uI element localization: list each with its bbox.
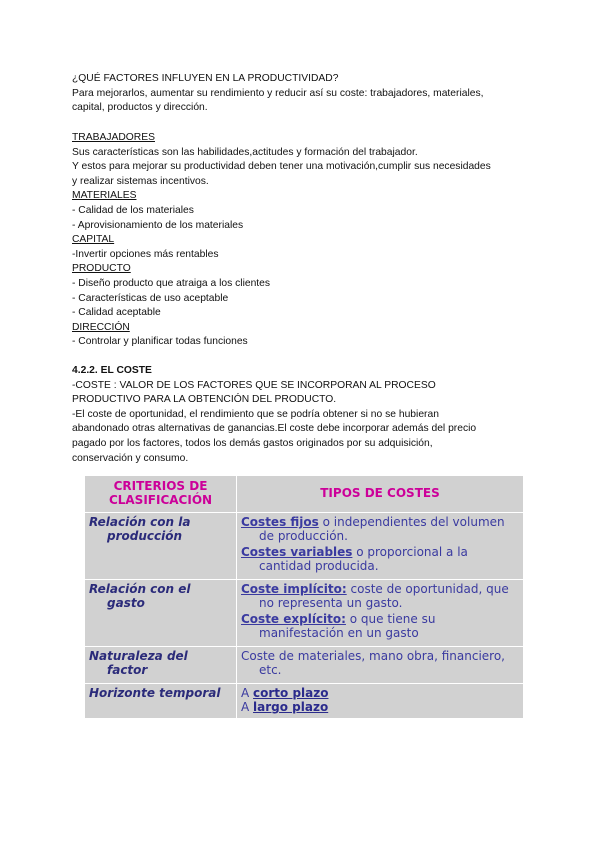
coste-oportunidad-line: -El coste de oportunidad, el rendimiento que se podría obtener si no se hubieran — [72, 408, 439, 420]
coste-heading: 4.2.2. EL COSTE — [72, 365, 152, 376]
coste-oportunidad-line: conservación y consumo. — [72, 452, 189, 464]
intro-section — [72, 72, 532, 116]
plazo-entry: A corto plazo — [241, 686, 329, 700]
intro-heading: ¿QUÉ FACTORES INFLUYEN EN LA PRODUCTIVIDAD? — [72, 73, 339, 84]
criterion-cell: Naturaleza del factor — [85, 647, 237, 684]
coste-definition-line: -COSTE : VALOR DE LOS FACTORES QUE SE INCORPORAN AL PROCESO — [72, 379, 436, 391]
direccion-item: - Controlar y planificar todas funciones — [72, 336, 248, 348]
capital-item: -Invertir opciones más rentables — [72, 248, 219, 260]
header-criterios: CRITERIOS DE CLASIFICACIÓN — [85, 476, 237, 513]
types-cell — [237, 684, 524, 719]
cost-entry: Coste de materiales, mano obra, financiero, etc. — [241, 649, 505, 677]
coste-definition-line: PRODUCTIVO PARA LA OBTENCIÓN DEL PRODUCTO. — [72, 394, 337, 406]
materiales-item: - Aprovisionamiento de los materiales — [72, 219, 244, 231]
coste-oportunidad-line: pagado por los factores, todos los demás gastos originados por su adquisición, — [72, 437, 433, 449]
trabajadores-line: y realizar sistemas incentivos. — [72, 175, 209, 187]
corto-plazo-term: corto plazo — [253, 686, 329, 700]
cost-entry: Coste implícito: coste de oportunidad, que no representa un gasto. — [241, 582, 509, 610]
table-row — [85, 513, 524, 580]
intro-paragraph-line: Para mejorarlos, aumentar su rendimiento y reducir así su coste: trabajadores, materiales, — [72, 87, 484, 99]
coste-oportunidad-line: abandonado otras alternativas de ganancias.El coste debe incorporar además del precio — [72, 423, 477, 435]
materiales-title: MATERIALES — [72, 190, 137, 202]
header-tipos: TIPOS DE COSTES — [237, 476, 524, 513]
criterion-cell: Relación con la producción — [85, 513, 237, 580]
criterion-cell: Horizonte temporal — [85, 684, 237, 719]
factors-section — [72, 131, 532, 350]
plazo-entry: A largo plazo — [241, 700, 329, 714]
materiales-item: - Calidad de los materiales — [72, 204, 194, 216]
cost-types-table — [84, 475, 524, 719]
criterion-cell: Relación con el gasto — [85, 580, 237, 647]
trabajadores-line: Sus características son las habilidades,actitudes y formación del trabajador. — [72, 146, 418, 158]
largo-plazo-term: largo plazo — [253, 700, 329, 714]
table-row — [85, 647, 524, 684]
coste-explicito-term: Coste explícito: — [241, 612, 346, 626]
cost-entry: Costes variables o proporcional a la cantidad producida. — [241, 545, 468, 573]
capital-title: CAPITAL — [72, 234, 115, 246]
types-cell — [237, 580, 524, 647]
producto-title: PRODUCTO — [72, 263, 131, 275]
costes-fijos-term: Costes fijos — [241, 515, 319, 529]
cost-entry: Costes fijos o independientes del volumen de producción. — [241, 515, 505, 543]
table-header-row — [85, 476, 524, 513]
types-cell — [237, 513, 524, 580]
trabajadores-title: TRABAJADORES — [72, 132, 155, 143]
coste-section — [72, 364, 532, 466]
costes-variables-term: Costes variables — [241, 545, 353, 559]
producto-item: - Calidad aceptable — [72, 307, 161, 319]
trabajadores-line: Y estos para mejorar su productividad deben tener una motivación,cumplir sus necesidades — [72, 161, 491, 173]
table-row — [85, 580, 524, 647]
intro-paragraph-line: capital, productos y dirección. — [72, 102, 208, 114]
producto-item: - Características de uso aceptable — [72, 292, 229, 304]
table-row — [85, 684, 524, 719]
coste-implicito-term: Coste implícito: — [241, 582, 347, 596]
cost-entry: Coste explícito: o que tiene su manifestación en un gasto — [241, 612, 436, 640]
producto-item: - Diseño producto que atraiga a los clientes — [72, 277, 271, 289]
types-cell — [237, 647, 524, 684]
direccion-title: DIRECCIÓN — [72, 321, 130, 333]
